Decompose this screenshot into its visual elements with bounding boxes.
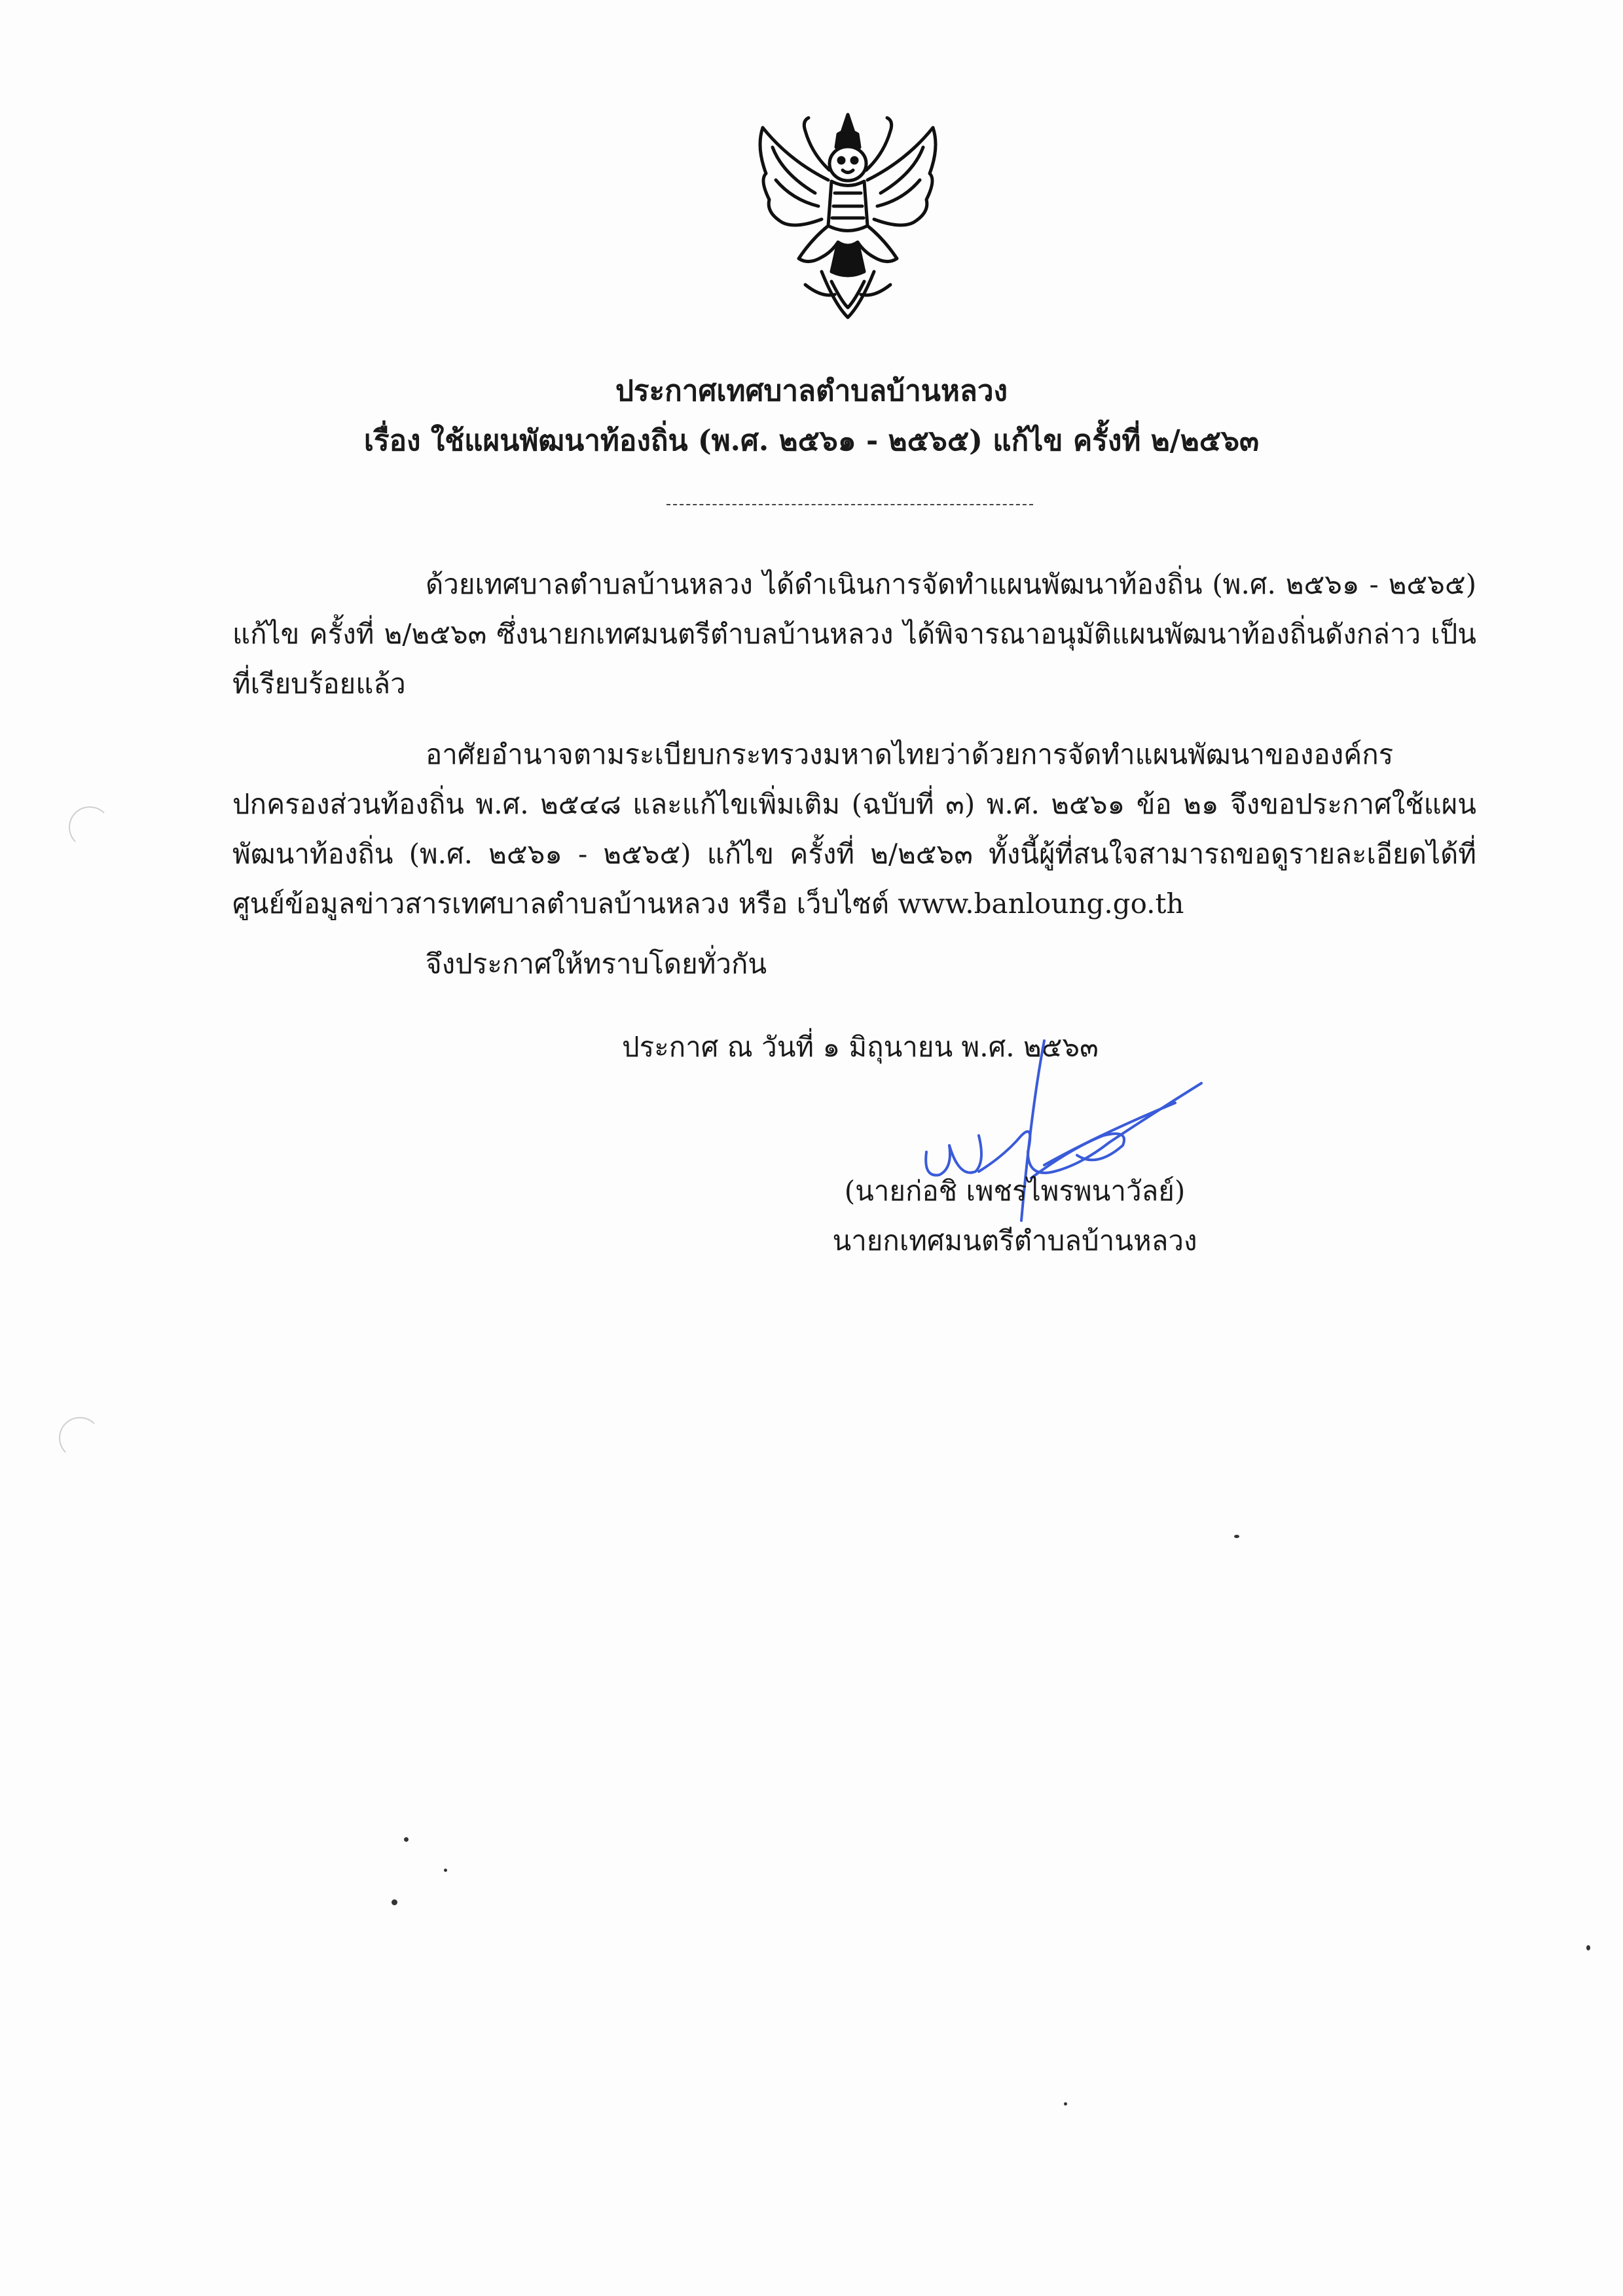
body-paragraph-3: จึงประกาศให้ทราบโดยทั่วกัน [426, 948, 767, 980]
scan-speck [444, 1869, 447, 1872]
announcement-title: ประกาศเทศบาลตำบลบ้านหลวง [615, 374, 1008, 408]
body-paragraph-2 [232, 730, 1476, 929]
punch-hole-mark [69, 806, 111, 848]
signer-name: (นายก่อชิ เพชรไพรพนาวัลย์) [844, 1175, 1186, 1207]
paragraph-1-text: ด้วยเทศบาลตำบลบ้านหลวง ได้ดำเนินการจัดทำแผนพัฒนาท้องถิ่น (พ.ศ. ๒๕๖๑ - ๒๕๖๕) แก้ไข ครั้งที่ ๒/๒๕๖๓ ซึ่งนายกเทศมนตรีตำบลบ้านหลวง ได้พิจารณาอนุมัติแผนพัฒนาท้องถิ่นดังกล่าว เป็นที่เรียบร้อยแล้ว [232, 568, 1477, 700]
scan-speck [1064, 2102, 1067, 2106]
announcement-date: ประกาศ ณ วันที่ ๑ มิถุนายน พ.ศ. ๒๕๖๓ [622, 1031, 1099, 1063]
body-paragraph-1 [232, 560, 1476, 709]
garuda-emblem-icon [743, 108, 953, 324]
punch-hole-mark [59, 1417, 101, 1459]
scan-speck [1234, 1535, 1239, 1538]
scan-speck [404, 1837, 409, 1842]
signer-position: นายกเทศมนตรีตำบลบ้านหลวง [832, 1225, 1197, 1257]
scan-speck [1586, 1945, 1590, 1950]
title-divider [666, 504, 1033, 505]
paragraph-2-text: อาศัยอำนาจตามระเบียบกระทรวงมหาดไทยว่าด้วยการจัดทำแผนพัฒนาขององค์กรปกครองส่วนท้องถิ่น พ.ศ. ๒๕๔๘ และแก้ไขเพิ่มเติม (ฉบับที่ ๓) พ.ศ. ๒๕๖๑ ข้อ ๒๑ จึงขอประกาศใช้แผนพัฒนาท้องถิ่น (พ.ศ. ๒๕๖๑ - ๒๕๖๕) แก้ไข ครั้งที่ ๒/๒๕๖๓ ทั้งนี้ผู้ที่สนใจสามารถขอดูรายละเอียดได้ที่ ศูนย์ข้อมูลข่าวสารเทศบาลตำบลบ้านหลวง หรือ เว็บไซต์ www.banloung.go.th [232, 738, 1476, 920]
announcement-subject: เรื่อง ใช้แผนพัฒนาท้องถิ่น (พ.ศ. ๒๕๖๑ - ๒๕๖๕) แก้ไข ครั้งที่ ๒/๒๕๖๓ [363, 424, 1260, 457]
scan-speck [392, 1899, 397, 1905]
